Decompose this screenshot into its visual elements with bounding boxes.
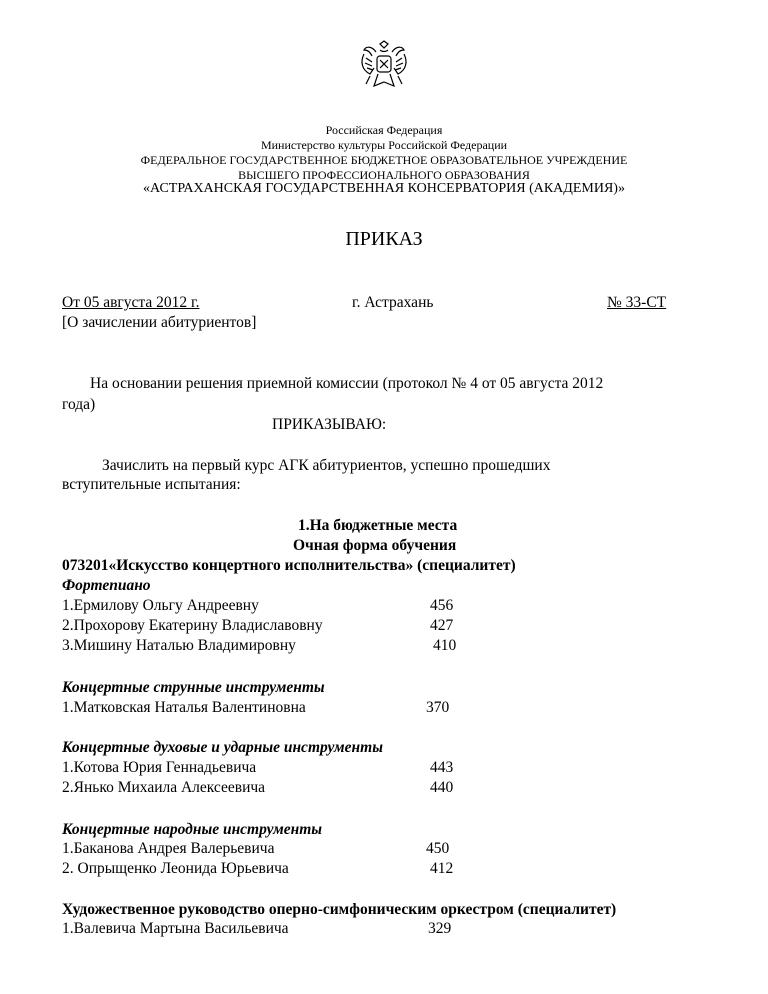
- section-title: 1.На бюджетные места: [298, 517, 458, 534]
- specialty2-title: Художественное руководство оперно-симфоническим оркестром (специалитет): [62, 901, 617, 918]
- document-title: ПРИКАЗ: [345, 228, 423, 250]
- student-score: 456: [430, 597, 454, 614]
- student-name: 2. Опрыщенко Леонида Юрьевича: [62, 860, 289, 877]
- student-row: [62, 699, 702, 717]
- header-institution-name: «АСТРАХАНСКАЯ ГОСУДАРСТВЕННАЯ КОНСЕРВАТОРИЯ (АКАДЕМИЯ)»: [143, 181, 625, 196]
- student-row: [62, 779, 702, 797]
- basis-line2: года): [62, 396, 96, 413]
- student-name: 1.Котова Юрия Геннадьевича: [62, 759, 257, 776]
- header-institution-line1: ФЕДЕРАЛЬНОЕ ГОСУДАРСТВЕННОЕ БЮДЖЕТНОЕ ОБРАЗОВАТЕЛЬНОЕ УЧРЕЖДЕНИЕ: [140, 153, 628, 167]
- student-row: [62, 597, 702, 615]
- student-name: 2.Янько Михаила Алексеевича: [62, 779, 266, 796]
- header-country: Российская Федерация: [325, 123, 443, 137]
- group-title: Фортепиано: [62, 577, 151, 594]
- student-row: [62, 637, 702, 655]
- student-name: 1.Валевича Мартына Васильевича: [62, 920, 289, 937]
- student-score: 412: [430, 860, 454, 877]
- order-subject: [О зачислении абитуриентов]: [62, 314, 257, 331]
- student-score: 427: [430, 617, 454, 634]
- student-row: [62, 840, 702, 858]
- header-institution-line2: ВЫСШЕГО ПРОФЕССИОНАЛЬНОГО ОБРАЗОВАНИЯ: [238, 168, 530, 182]
- section-form: Очная форма обучения: [293, 537, 457, 554]
- order-date: От 05 августа 2012 г.: [62, 294, 200, 311]
- coat-of-arms-emblem: [358, 40, 410, 92]
- student-row: [62, 759, 702, 777]
- student-row: [62, 617, 702, 635]
- order-number: № 33-СТ: [607, 294, 667, 311]
- student-score: 443: [430, 759, 454, 776]
- student-score: 329: [428, 920, 452, 937]
- student-score: 410: [433, 637, 457, 654]
- student-name: 1.Матковская Наталья Валентиновна: [62, 699, 306, 716]
- specialty-title: 073201«Искусство концертного исполнительства» (специалитет): [62, 557, 516, 574]
- order-word: ПРИКАЗЫВАЮ:: [272, 416, 387, 433]
- student-row: [62, 860, 702, 878]
- student-name: 1.Ермилову Ольгу Андреевну: [62, 597, 259, 614]
- student-row: [62, 920, 702, 938]
- student-name: 1.Баканова Андрея Валерьевича: [62, 840, 275, 857]
- order-city: г. Астрахань: [352, 294, 434, 311]
- group-title: Концертные духовые и ударные инструменты: [62, 739, 383, 756]
- group-title: Концертные струнные инструменты: [62, 679, 325, 696]
- student-score: 370: [426, 699, 450, 716]
- header-ministry: Министерство культуры Российской Федерации: [260, 138, 508, 152]
- student-name: 3.Мишину Наталью Владимировну: [62, 637, 296, 654]
- student-score: 450: [426, 840, 450, 857]
- basis-line1: На основании решения приемной комиссии (протокол № 4 от 05 августа 2012: [90, 375, 604, 392]
- enroll-line1: Зачислить на первый курс АГК абитуриентов, успешно прошедших: [102, 457, 551, 474]
- enroll-line2: вступительные испытания:: [62, 476, 241, 493]
- student-score: 440: [430, 779, 454, 796]
- student-name: 2.Прохорову Екатерину Владиславовну: [62, 617, 323, 634]
- group-title: Концертные народные инструменты: [62, 821, 323, 838]
